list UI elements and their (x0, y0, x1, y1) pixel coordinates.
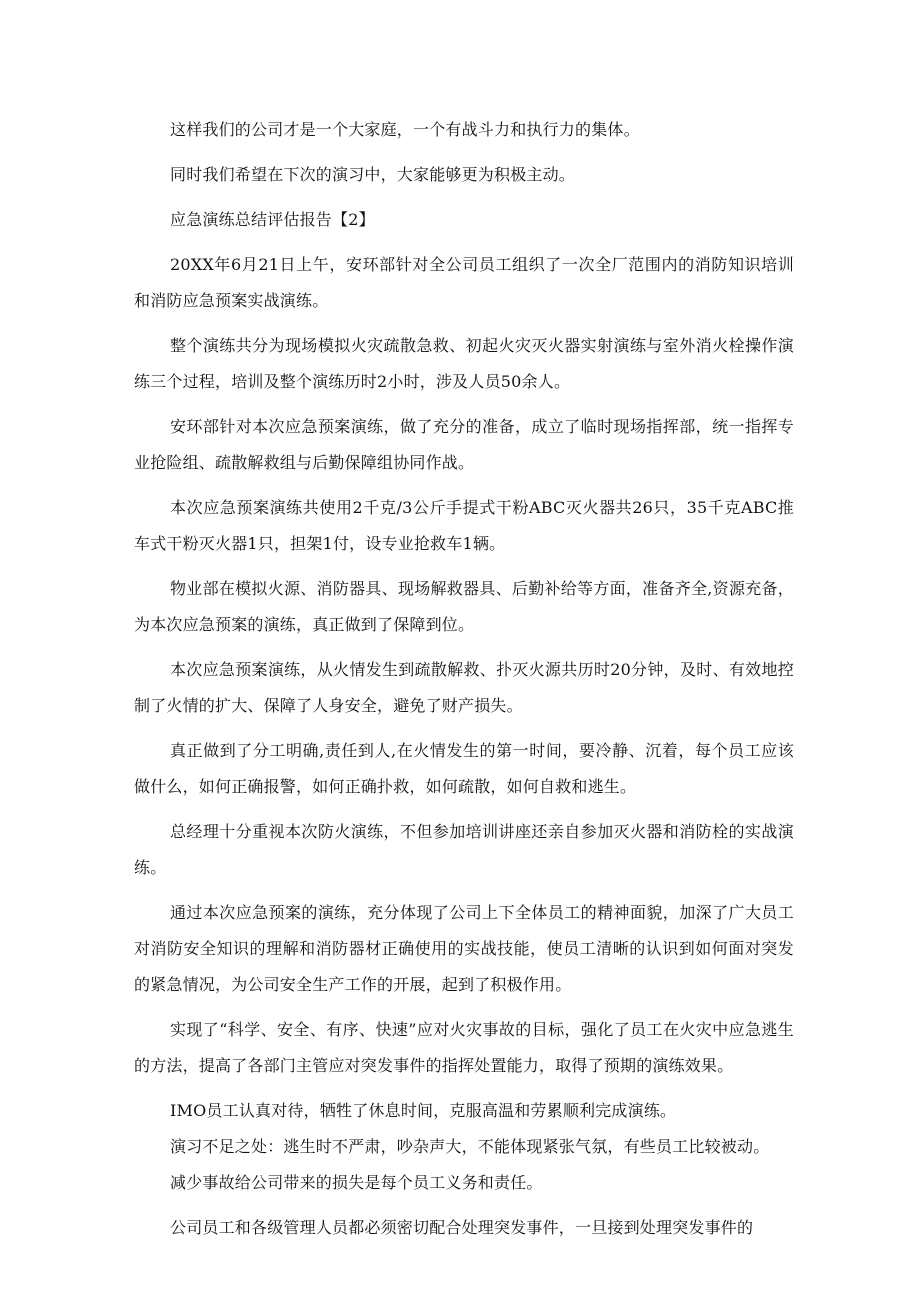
paragraph: 真正做到了分工明确,责任到人,在火情发生的第一时间，要冷静、沉着，每个员工应该做什么，如何正确报警，如何正确扑救，如何疏散，如何自救和逃生。 (134, 741, 794, 796)
section-heading: 应急演练总结评估报告【2】 (170, 210, 375, 229)
paragraph: 20XX年6月21日上午，安环部针对全公司员工组织了一次全厂范围内的消防知识培训和消防应急预案实战演练。 (134, 255, 794, 310)
paragraph: 减少事故给公司带来的损失是每个员工义务和责任。 (170, 1173, 543, 1192)
paragraph: 公司员工和各级管理人员都必须密切配合处理突发事件，一旦接到处理突发事件的 (170, 1218, 754, 1237)
paragraph: IMO员工认真对待，牺牲了休息时间，克服高温和劳累顺利完成演练。 (170, 1101, 677, 1120)
paragraph: 物业部在模拟火源、消防器具、现场解救器具、后勤补给等方面，准备齐全,资源充备，为本次应急预案的演练，真正做到了保障到位。 (134, 579, 794, 634)
paragraph: 本次应急预案演练，从火情发生到疏散解救、扑灭火源共历时20分钟，及时、有效地控制了火情的扩大、保障了人身安全，避免了财产损失。 (134, 660, 794, 715)
paragraph: 这样我们的公司才是一个大家庭，一个有战斗力和执行力的集体。 (170, 120, 640, 139)
paragraph: 同时我们希望在下次的演习中，大家能够更为积极主动。 (170, 165, 576, 184)
paragraph: 实现了“科学、安全、有序、快速”应对火灾事故的目标，强化了员工在火灾中应急逃生的方法，提高了各部门主管应对突发事件的指挥处置能力，取得了预期的演练效果。 (134, 1020, 794, 1075)
paragraph: 演习不足之处：逃生时不严肃，吵杂声大，不能体现紧张气氛，有些员工比较被动。 (170, 1137, 770, 1156)
paragraph: 安环部针对本次应急预案演练，做了充分的准备，成立了临时现场指挥部，统一指挥专业抢险组、疏散解救组与后勤保障组协同作战。 (134, 417, 794, 472)
paragraph: 通过本次应急预案的演练，充分体现了公司上下全体员工的精神面貌，加深了广大员工对消防安全知识的理解和消防器材正确使用的实战技能，使员工清晰的认识到如何面对突发的紧急情况，为公司安全生产工作的开展，起到了积极作用。 (134, 903, 794, 994)
document-body (134, 112, 794, 1255)
paragraph: 本次应急预案演练共使用2千克/3公斤手提式干粉ABC灭火器共26只，35千克ABC推车式干粉灭火器1只，担架1付，设专业抢救车1辆。 (134, 498, 794, 553)
paragraph: 总经理十分重视本次防火演练，不但参加培训讲座还亲自参加灭火器和消防栓的实战演练。 (134, 822, 794, 877)
paragraph: 整个演练共分为现场模拟火灾疏散急救、初起火灾灭火器实射演练与室外消火栓操作演练三个过程，培训及整个演练历时2小时，涉及人员50余人。 (134, 336, 794, 391)
